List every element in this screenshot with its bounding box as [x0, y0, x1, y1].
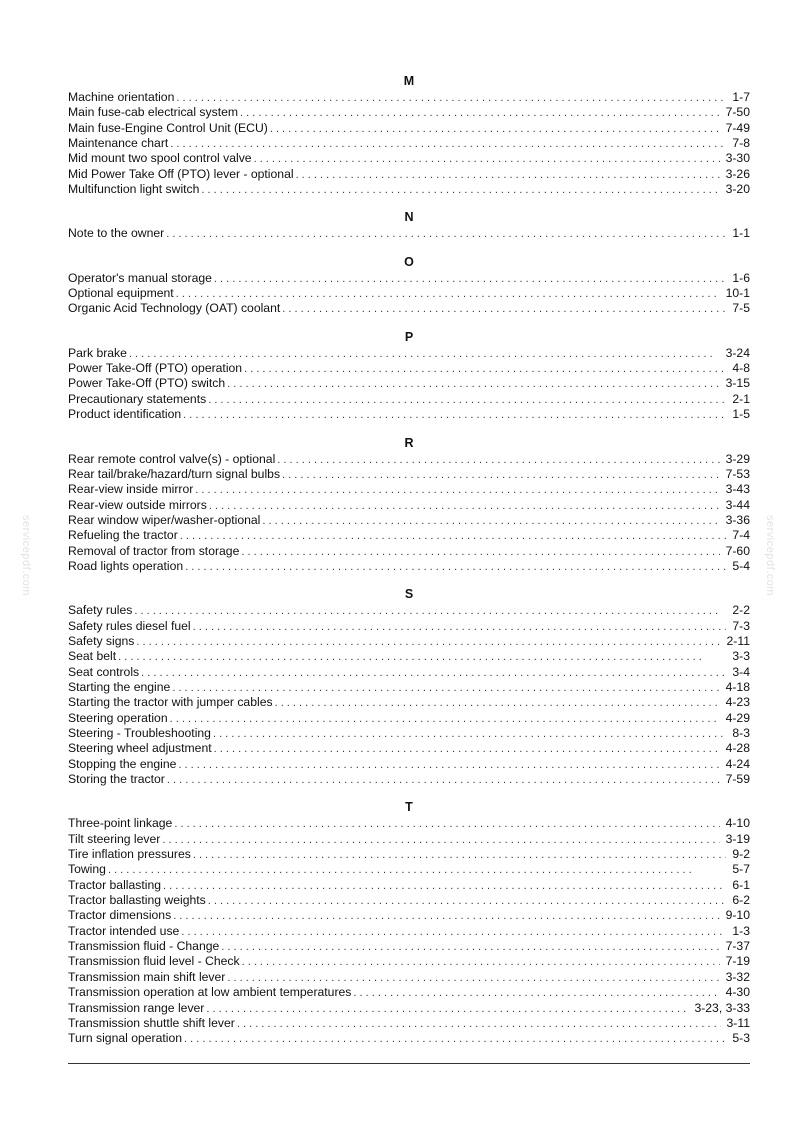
entry-page-reference[interactable]: 3-29	[725, 451, 750, 466]
entry-label: Safety rules diesel fuel	[68, 618, 191, 633]
entry-page-reference[interactable]: 6-1	[732, 877, 750, 892]
index-entry[interactable]	[68, 392, 750, 407]
entry-page-reference[interactable]: 3-3	[732, 649, 750, 664]
entry-page-reference[interactable]: 4-30	[725, 985, 750, 1000]
entry-label: Rear-view outside mirrors	[68, 497, 207, 512]
entry-page-reference[interactable]: 1-1	[732, 226, 750, 241]
index-section	[68, 800, 750, 1046]
index-entry[interactable]	[68, 301, 750, 316]
index-entry[interactable]	[68, 482, 750, 497]
entry-label: Towing	[68, 862, 106, 877]
entry-label: Mid Power Take Off (PTO) lever - optional	[68, 166, 294, 181]
entry-page-reference[interactable]: 3-23, 3-33	[694, 1000, 750, 1015]
entry-label: Seat controls	[68, 664, 140, 679]
entry-page-reference[interactable]: 7-4	[732, 528, 750, 543]
dot-leader	[227, 377, 719, 392]
entry-label: Power Take-Off (PTO) switch	[68, 376, 226, 391]
dot-leader	[170, 137, 726, 152]
index-entry[interactable]	[68, 407, 750, 422]
entry-label: Tractor intended use	[68, 923, 180, 938]
entry-label: Main fuse-Engine Control Unit (ECU)	[68, 120, 268, 135]
dot-leader	[221, 940, 719, 955]
index-entry[interactable]	[68, 695, 750, 710]
entry-page-reference[interactable]: 4-8	[732, 361, 750, 376]
entry-label: Tractor dimensions	[68, 908, 172, 923]
dot-leader	[173, 909, 719, 924]
entry-label: Tractor ballasting weights	[68, 893, 206, 908]
index-entry[interactable]	[68, 513, 750, 528]
index-entry[interactable]	[68, 924, 750, 939]
entry-page-reference[interactable]: 1-7	[732, 90, 750, 104]
entry-page-reference[interactable]: 3-32	[725, 969, 750, 984]
entry-page-reference[interactable]: 3-43	[725, 482, 750, 497]
dot-leader	[181, 925, 726, 940]
entry-page-reference[interactable]: 4-10	[725, 816, 750, 831]
index-entry[interactable]	[68, 893, 750, 908]
index-entry[interactable]	[68, 634, 750, 649]
entry-label: Steering - Troubleshooting	[68, 726, 211, 740]
footer-divider	[68, 1063, 750, 1064]
entry-label: Starting the tractor with jumper cables	[68, 695, 273, 710]
entry-page-reference[interactable]: 3-30	[725, 151, 750, 166]
entry-label: Transmission fluid - Change	[68, 939, 220, 954]
entry-page-reference[interactable]: 10-1	[725, 286, 750, 301]
dot-leader	[209, 499, 720, 514]
entry-label: Steering wheel adjustment	[68, 741, 212, 756]
entry-label: Storing the tractor	[68, 772, 165, 787]
dot-leader	[141, 666, 726, 681]
index-entry[interactable]	[68, 151, 750, 166]
index-entry[interactable]	[68, 757, 750, 772]
dot-leader	[270, 122, 720, 137]
entry-page-reference[interactable]: 3-15	[725, 376, 750, 391]
entry-label: Power Take-Off (PTO) operation	[68, 361, 243, 376]
dot-leader	[118, 650, 726, 665]
dot-leader	[277, 453, 719, 468]
entry-label: Transmission fluid level - Check	[68, 954, 240, 969]
dot-leader	[206, 1002, 688, 1017]
dot-leader	[208, 894, 727, 909]
dot-leader	[180, 529, 727, 544]
index-section	[68, 436, 750, 575]
entry-page-reference[interactable]: 2-2	[732, 603, 750, 618]
dot-leader	[193, 620, 727, 635]
entry-label: Safety signs	[68, 633, 135, 648]
entry-page-reference[interactable]: 7-3	[732, 618, 750, 633]
entry-label: Turn signal operation	[68, 1031, 183, 1046]
index-entry[interactable]	[68, 271, 750, 286]
entry-label: Tractor ballasting	[68, 877, 162, 892]
entry-page-reference[interactable]: 3-11	[726, 1015, 750, 1030]
entry-page-reference[interactable]: 4-23	[725, 695, 750, 710]
dot-leader	[163, 879, 726, 894]
dot-leader	[208, 393, 726, 408]
entry-label: Rear-view inside mirror	[68, 482, 194, 497]
entry-page-reference[interactable]: 3-44	[725, 497, 750, 512]
section-letter-heading: N	[404, 210, 414, 225]
entry-page-reference[interactable]: 7-53	[725, 466, 750, 481]
index-entry[interactable]	[68, 136, 750, 151]
entry-label: Organic Acid Technology (OAT) coolant	[68, 301, 281, 316]
dot-leader	[170, 712, 720, 727]
dot-leader	[262, 514, 719, 529]
dot-leader	[201, 183, 719, 198]
entry-label: Park brake	[68, 345, 127, 360]
index-entry[interactable]	[68, 649, 750, 664]
index-entry[interactable]	[68, 832, 750, 847]
dot-leader	[240, 106, 720, 121]
entry-page-reference[interactable]: 3-24	[725, 345, 750, 360]
index-entry[interactable]	[68, 970, 750, 985]
watermark-left: servicepdf.com	[20, 515, 32, 596]
entry-page-reference[interactable]: 5-7	[732, 862, 750, 877]
entry-label: Starting the engine	[68, 679, 171, 694]
index-entry[interactable]	[68, 528, 750, 543]
entry-page-reference[interactable]: 3-4	[732, 664, 750, 679]
entry-page-reference[interactable]: 1-5	[732, 407, 750, 422]
section-letter-heading: P	[404, 329, 414, 344]
dot-leader	[227, 971, 719, 986]
index-entry[interactable]	[68, 862, 750, 877]
entry-page-reference[interactable]: 7-60	[725, 543, 750, 558]
dot-leader	[214, 742, 720, 757]
index-entry[interactable]	[68, 954, 750, 969]
index-entry[interactable]	[68, 346, 750, 361]
watermark-right: servicepdf.com	[764, 515, 776, 596]
index-entry[interactable]	[68, 816, 750, 831]
entry-label: Transmission shuttle shift lever	[68, 1015, 235, 1030]
index-entry[interactable]	[68, 1001, 750, 1016]
index-entry[interactable]	[68, 665, 750, 680]
entry-label: Stopping the engine	[68, 756, 177, 771]
entry-label: Rear tail/brake/hazard/turn signal bulbs	[68, 466, 281, 481]
entry-page-reference[interactable]: 9-10	[725, 908, 750, 923]
dot-leader	[174, 817, 719, 832]
index-entry[interactable]	[68, 105, 750, 120]
index-entry[interactable]	[68, 182, 750, 197]
entry-page-reference[interactable]: 2-1	[732, 391, 750, 406]
dot-leader	[176, 91, 726, 106]
entry-page-reference[interactable]: 3-19	[725, 831, 750, 846]
entry-page-reference[interactable]: 9-2	[732, 847, 750, 862]
entry-page-reference[interactable]: 2-11	[726, 633, 750, 648]
index-section	[68, 330, 750, 423]
dot-leader	[172, 681, 719, 696]
dot-leader	[184, 1032, 726, 1047]
entry-label: Rear window wiper/washer-optional	[68, 512, 261, 527]
index-entry[interactable]	[68, 680, 750, 695]
index-entry[interactable]	[68, 603, 750, 618]
index-entry[interactable]	[68, 452, 750, 467]
index-entry[interactable]	[68, 847, 750, 862]
dot-leader	[134, 604, 726, 619]
entry-label: Multifunction light switch	[68, 182, 200, 197]
section-letter-heading: R	[404, 435, 414, 450]
index-entry[interactable]	[68, 226, 750, 241]
index-entry[interactable]	[68, 1016, 750, 1031]
entry-label: Transmission range lever	[68, 1000, 205, 1015]
entry-page-reference[interactable]: 3-26	[725, 166, 750, 181]
entry-label: Safety rules	[68, 603, 133, 618]
index-entry[interactable]	[68, 1031, 750, 1046]
dot-leader	[136, 635, 720, 650]
entry-label: Machine orientation	[68, 90, 175, 104]
entry-page-reference[interactable]: 4-29	[725, 710, 750, 725]
entry-page-reference[interactable]: 5-4	[732, 558, 750, 573]
index-entry[interactable]	[68, 544, 750, 559]
dot-leader	[353, 986, 719, 1001]
entry-page-reference[interactable]: 4-18	[725, 679, 750, 694]
entry-label: Rear remote control valve(s) - optional	[68, 451, 276, 466]
entry-page-reference[interactable]: 7-49	[725, 120, 750, 135]
index-entry[interactable]	[68, 90, 750, 105]
index-entry[interactable]	[68, 559, 750, 574]
index-entry[interactable]	[68, 908, 750, 923]
dot-leader	[162, 833, 719, 848]
index-entry[interactable]	[68, 741, 750, 756]
entry-label: Note to the owner	[68, 226, 165, 241]
dot-leader	[254, 152, 720, 167]
alphabetical-index	[68, 74, 750, 1047]
index-section	[68, 74, 750, 197]
entry-page-reference[interactable]: 7-50	[725, 105, 750, 120]
dot-leader	[183, 408, 726, 423]
entry-label: Transmission operation at low ambient temperatures	[68, 985, 352, 1000]
dot-leader	[244, 362, 726, 377]
dot-leader	[242, 955, 720, 970]
entry-page-reference[interactable]: 4-28	[725, 741, 750, 756]
section-letter-heading: M	[403, 74, 415, 88]
entry-page-reference[interactable]: 3-20	[725, 182, 750, 197]
entry-label: Transmission main shift lever	[68, 969, 226, 984]
dot-leader	[241, 545, 719, 560]
entry-label: Mid mount two spool control valve	[68, 151, 252, 166]
index-section	[68, 587, 750, 787]
entry-label: Optional equipment	[68, 286, 174, 301]
entry-page-reference[interactable]: 7-8	[732, 136, 750, 151]
dot-leader	[282, 302, 726, 317]
entry-page-reference[interactable]: 3-36	[725, 512, 750, 527]
entry-label: Main fuse-cab electrical system	[68, 105, 239, 120]
dot-leader	[166, 227, 726, 242]
dot-leader	[237, 1017, 721, 1032]
dot-leader	[275, 696, 720, 711]
entry-page-reference[interactable]: 8-3	[732, 726, 750, 740]
entry-label: Tire inflation pressures	[68, 847, 191, 862]
index-entry[interactable]	[68, 121, 750, 136]
index-section	[68, 210, 750, 241]
index-entry[interactable]	[68, 498, 750, 513]
index-section	[68, 255, 750, 317]
index-entry[interactable]	[68, 286, 750, 301]
entry-label: Removal of tractor from storage	[68, 543, 240, 558]
index-entry[interactable]	[68, 376, 750, 391]
section-letter-heading: S	[404, 587, 414, 602]
dot-leader	[167, 773, 720, 788]
index-entry[interactable]	[68, 619, 750, 634]
index-entry[interactable]	[68, 361, 750, 376]
index-entry[interactable]	[68, 985, 750, 1000]
dot-leader	[176, 287, 720, 302]
dot-leader	[213, 727, 726, 742]
dot-leader	[108, 863, 726, 878]
entry-label: Operator's manual storage	[68, 270, 212, 285]
entry-label: Precautionary statements	[68, 391, 207, 406]
section-letter-heading: O	[404, 254, 414, 269]
entry-page-reference[interactable]: 6-2	[732, 893, 750, 908]
index-entry[interactable]	[68, 939, 750, 954]
entry-label: Seat belt	[68, 649, 117, 664]
entry-label: Product identification	[68, 407, 182, 422]
dot-leader	[185, 560, 726, 575]
dot-leader	[129, 347, 720, 362]
entry-label: Maintenance chart	[68, 136, 169, 151]
entry-label: Refueling the tractor	[68, 528, 178, 543]
entry-page-reference[interactable]: 7-37	[725, 939, 750, 954]
section-letter-heading: T	[405, 800, 413, 815]
entry-page-reference[interactable]: 7-5	[732, 301, 750, 316]
dot-leader	[195, 483, 719, 498]
dot-leader	[296, 168, 720, 183]
index-entry[interactable]	[68, 711, 750, 726]
index-entry[interactable]	[68, 878, 750, 893]
entry-label: Steering operation	[68, 710, 168, 725]
entry-page-reference[interactable]: 1-3	[732, 923, 750, 938]
dot-leader	[193, 848, 727, 863]
entry-page-reference[interactable]: 1-6	[732, 270, 750, 285]
dot-leader	[178, 758, 719, 773]
entry-page-reference[interactable]: 4-24	[725, 756, 750, 771]
entry-label: Tilt steering lever	[68, 831, 161, 846]
entry-page-reference[interactable]: 7-19	[725, 954, 750, 969]
entry-label: Three-point linkage	[68, 816, 173, 831]
entry-page-reference[interactable]: 7-59	[725, 772, 750, 787]
index-entry[interactable]	[68, 772, 750, 787]
entry-label: Road lights operation	[68, 558, 184, 573]
index-entry[interactable]	[68, 167, 750, 182]
dot-leader	[282, 468, 720, 483]
index-entry[interactable]	[68, 726, 750, 741]
dot-leader	[214, 272, 726, 287]
index-entry[interactable]	[68, 467, 750, 482]
entry-page-reference[interactable]: 5-3	[732, 1031, 750, 1046]
